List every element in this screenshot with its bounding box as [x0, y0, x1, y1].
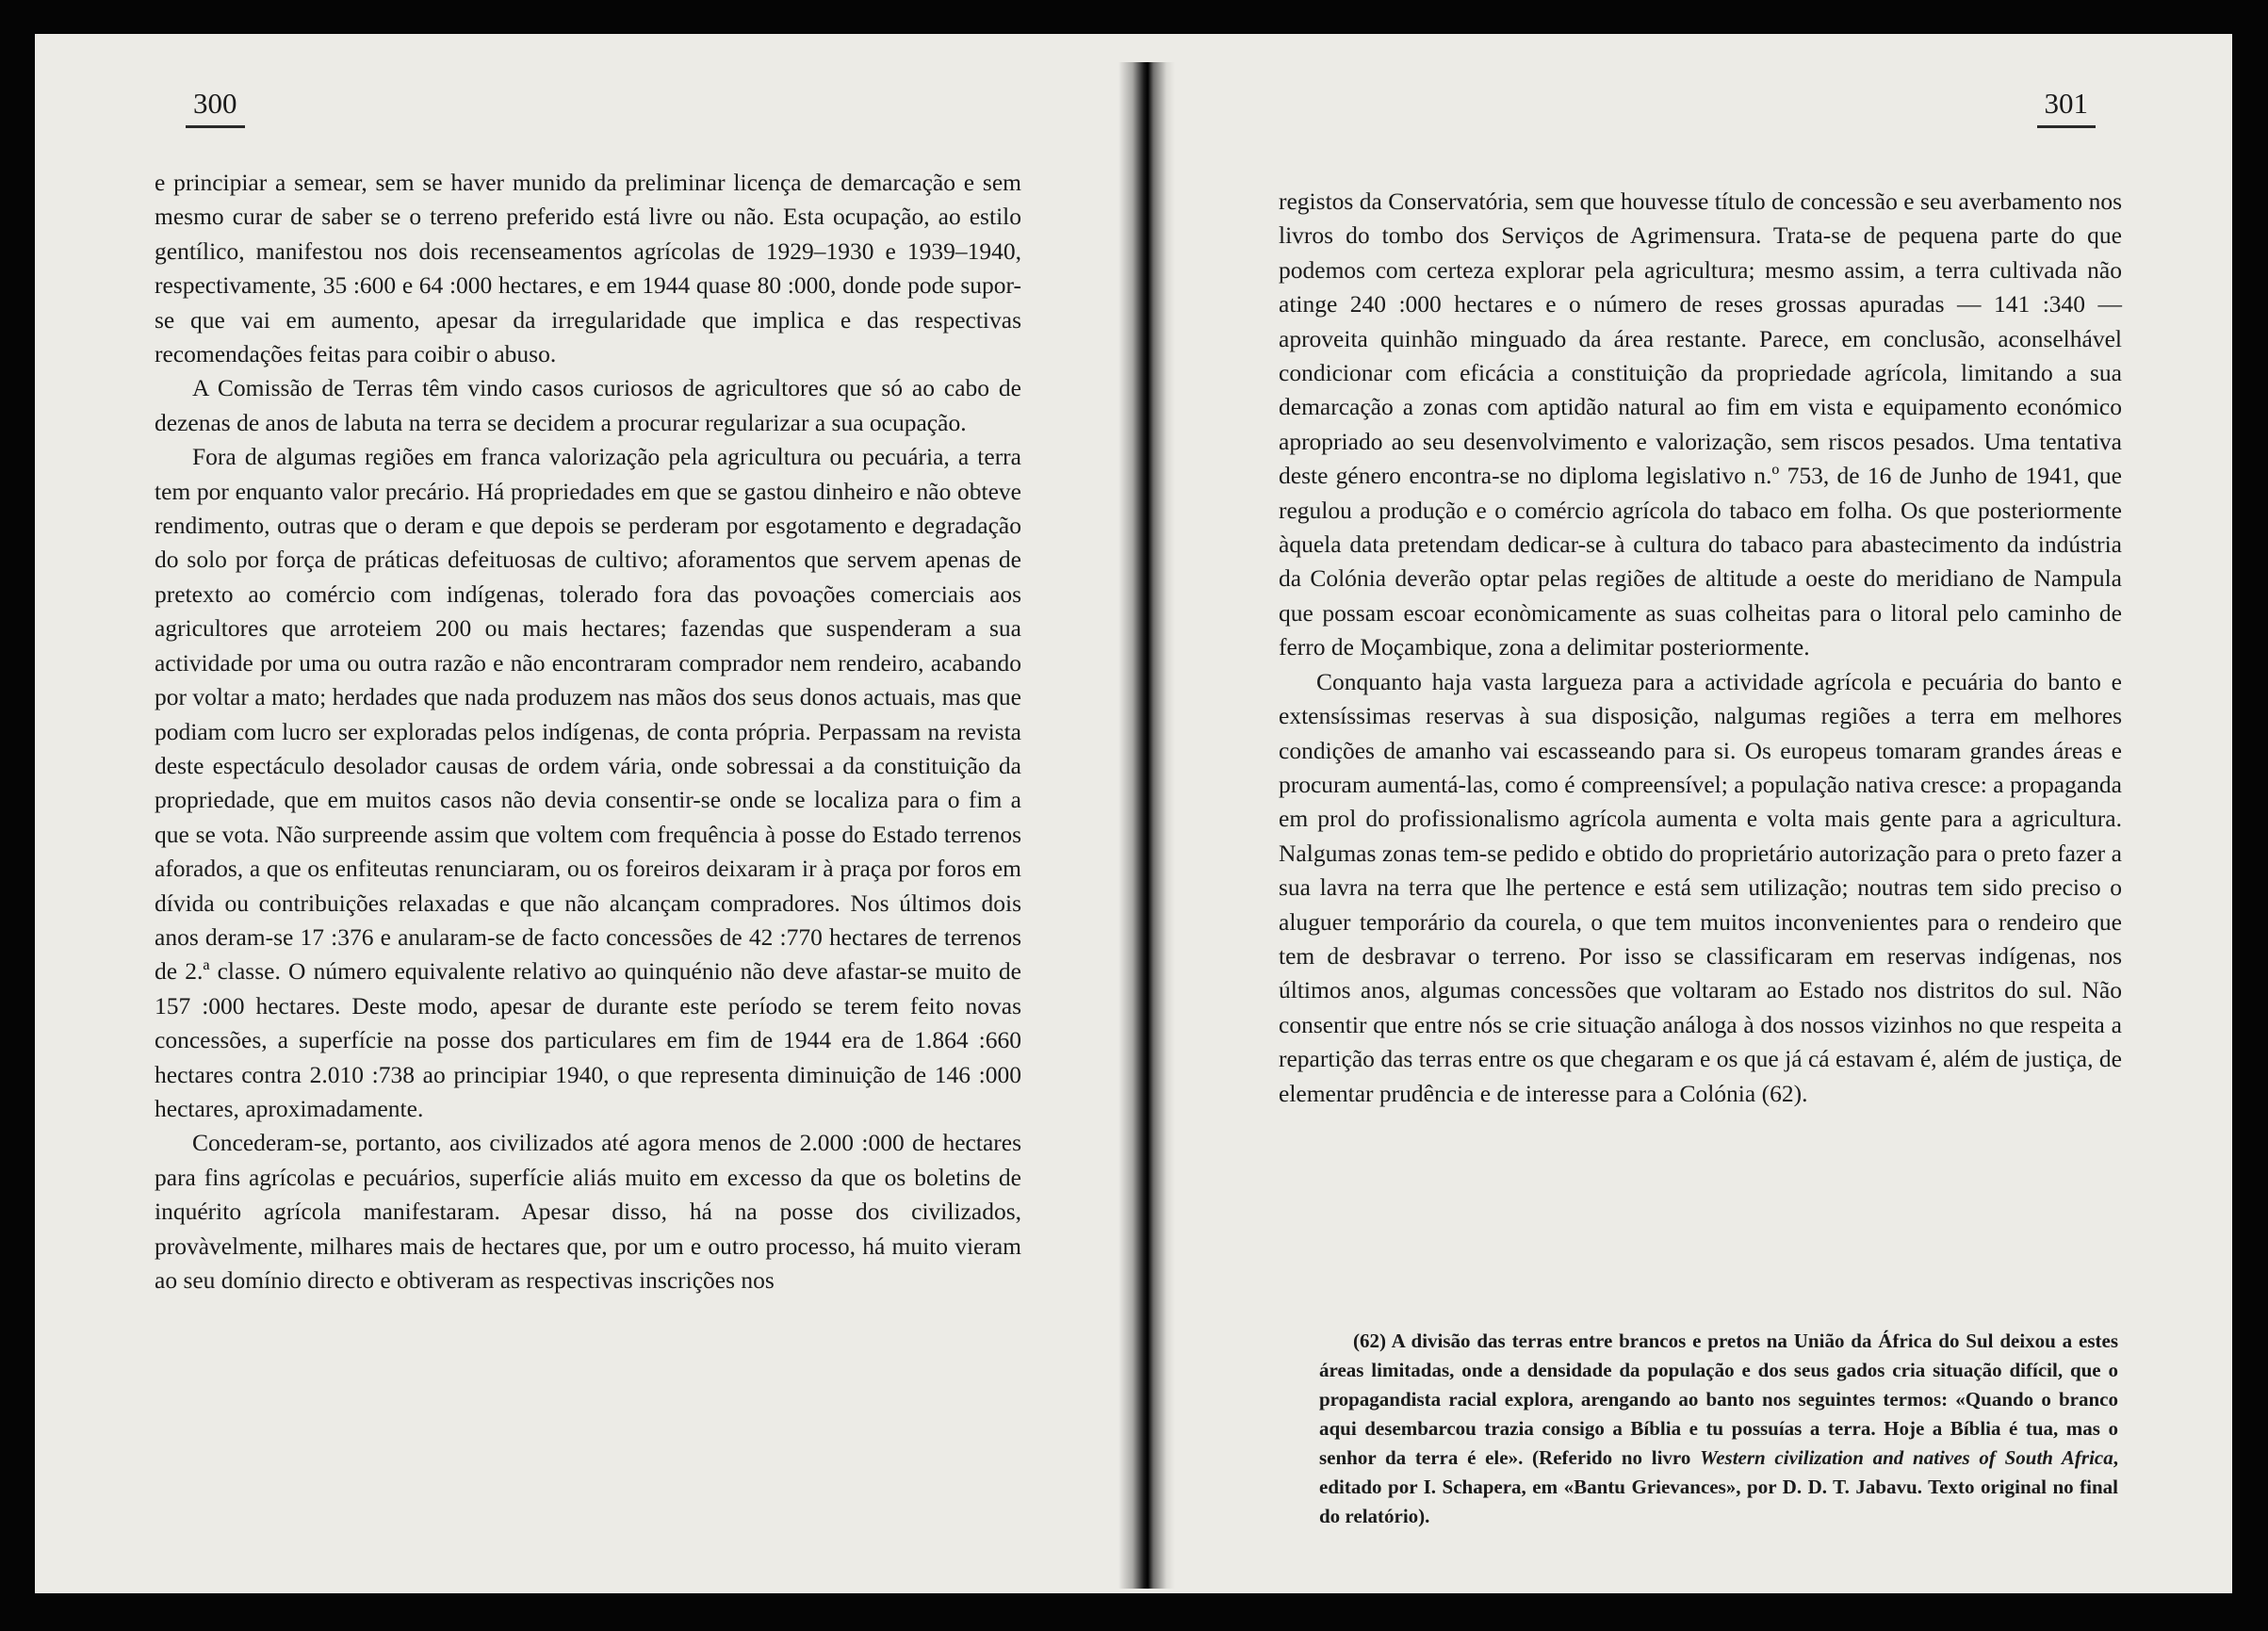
page-number-right: 301	[2037, 89, 2097, 128]
footnote-text-end: , editado por I. Schapera, em «Bantu Grievances», por D. D. T. Jabavu. Texto original no final do relatório).	[1319, 1446, 2118, 1527]
right-page	[1128, 34, 2232, 1593]
paragraph: Fora de algumas regiões em franca valorização pela agricultura ou pecuária, a terra tem por enquanto valor precário. Há propriedades em que se gastou dinheiro e não obteve rendimento, outras que o deram e que depois se perderam por esgotamento e degradação do solo por força de práticas defeituosas de cultivo; aforamentos que servem apenas de pretexto ao comércio com indígenas, tolerado fora das povoações comerciais aos agricultores que arroteiem 200 ou mais hectares; fazendas que suspenderam a sua actividade por uma ou outra razão e não encontraram comprador nem rendeiro, acabando por voltar a mato; herdades que nada produzem nas mãos dos seus donos actuais, mas que podiam com lucro ser exploradas pelos indígenas, de conta própria. Perpassam na revista deste espectáculo desolador causas de ordem vária, onde sobressai a da constituição da propriedade, que em muitos casos não devia consentir-se onde se localiza para o fim a que se vota. Não surpreende assim que voltem com frequência à posse do Estado terrenos aforados, a que os enfiteutas renunciaram, ou os foreiros deixaram ir à praça por foros em dívida ou contribuições relaxadas e que não alcançam compradores. Nos últimos dois anos deram-se 17 :376 e anularam-se de facto concessões de 42 :770 hectares de terrenos de 2.ª classe. O número equivalente relativo ao quinquénio não deve afastar-se muito de 157 :000 hectares. Deste modo, apesar de durante este período se terem feito novas concessões, a superfície na posse dos particulares em fim de 1944 era de 1.864 :660 hectares contra 2.010 :738 ao principiar 1940, o que representa diminuição de 146 :000 hectares, aproximadamente.	[155, 443, 1021, 1122]
left-page-body	[155, 166, 1021, 1297]
paragraph: e principiar a semear, sem se haver munido da preliminar licença de demarcação e sem mesmo curar de saber se o terreno preferido está livre ou não. Esta ocupação, ao estilo gentílico, manifestou nos dois recenseamentos agrícolas de 1929–1930 e 1939–1940, respectivamente, 35 :600 e 64 :000 hectares, e em 1944 quase 80 :000, donde pode supor-se que vai em aumento, apesar da irregularidade que implica e das respectivas recomendações feitas para coibir o abuso.	[155, 169, 1021, 368]
book-spread	[35, 34, 2232, 1593]
footnote-text-start: (62) A divisão das terras entre brancos e pretos na União da África do Sul deixou a estes áreas limitadas, onde a densidade da população e dos seus gados cria situação difícil, que o propagandista racial explora, arengando ao banto nos seguintes termos: «Quando o branco aqui desembarcou trazia consigo a Bíblia e tu possuías a terra. Hoje a Bíblia é tua, mas o senhor da terra é ele». (Referido no livro	[1319, 1329, 2118, 1469]
paragraph: Concederam-se, portanto, aos civilizados até agora menos de 2.000 :000 de hectares para fins agrícolas e pecuários, superfície aliás muito em excesso da que os boletins de inquérito agrícola manifestaram. Apesar disso, há na posse dos civilizados, provàvelmente, milhares mais de hectares que, por um e outro processo, há muito vieram ao seu domínio directo e obtiveram as respectivas inscrições nos	[155, 1129, 1021, 1294]
right-page-body	[1279, 185, 2122, 1111]
paragraph: registos da Conservatória, sem que houvesse título de concessão e seu averbamento nos livros do tombo dos Serviços de Agrimensura. Trata-se de pequena parte do que podemos com certeza explorar pela agricultura; mesmo assim, a terra cultivada não atinge 240 :000 hectares e o número de reses grossas apuradas — 141 :340 — aproveita quinhão minguado da área restante. Parece, em conclusão, aconselhável condicionar com eficácia a constituição da propriedade agrícola, limitando a sua demarcação a zonas com aptidão natural ao fim em vista e equipamento económico apropriado ao seu desenvolvimento e valorização, sem riscos pesados. Uma tentativa deste género encontra-se no diploma legislativo n.º 753, de 16 de Junho de 1941, que regulou a produção e o comércio agrícola do tabaco em folha. Os que posteriormente àquela data pretendam dedicar-se à cultura do tabaco para abastecimento da indústria da Colónia deverão optar pelas regiões de altitude a oeste do meridiano de Nampula que possam escoar econòmicamente as suas colheitas para o litoral pelo caminho de ferro de Moçambique, zona a delimitar posteriormente.	[1279, 188, 2122, 661]
footnote-book-title: Western civilization and natives of South Africa	[1700, 1446, 2113, 1469]
paragraph: A Comissão de Terras têm vindo casos curiosos de agricultores que só ao cabo de dezenas de anos de labuta na terra se decidem a procurar regularizar a sua ocupação.	[155, 374, 1021, 436]
footnote-62	[1319, 1327, 2118, 1531]
left-page	[35, 34, 1128, 1593]
page-number-left: 300	[186, 89, 245, 128]
paragraph: Conquanto haja vasta largueza para a actividade agrícola e pecuária do banto e extensíssimas reservas à sua disposição, nalgumas regiões a terra em melhores condições de amanho vai escasseando para si. Os europeus tomaram grandes áreas e procuram aumentá-las, como é compreensível; a população nativa cresce: a propaganda em prol do profissionalismo agrícola aumenta e volta mais gente para a agricultura. Nalgumas zonas tem-se pedido e obtido do proprietário autorização para o preto fazer a sua lavra na terra que lhe pertence e está sem utilização; noutras tem sido preciso o aluguer temporário da courela, o que tem muitos inconvenientes para o rendeiro que tem de desbravar o terreno. Por isso se classificaram em reservas indígenas, nos últimos anos, algumas concessões que voltaram ao Estado nos distritos do sul. Não consentir que entre nós se crie situação análoga à dos nossos vizinhos no que respeita a repartição das terras entre os que chegaram e os que já cá estavam é, além de justiça, de elementar prudência e de interesse para a Colónia (62).	[1279, 667, 2122, 1107]
